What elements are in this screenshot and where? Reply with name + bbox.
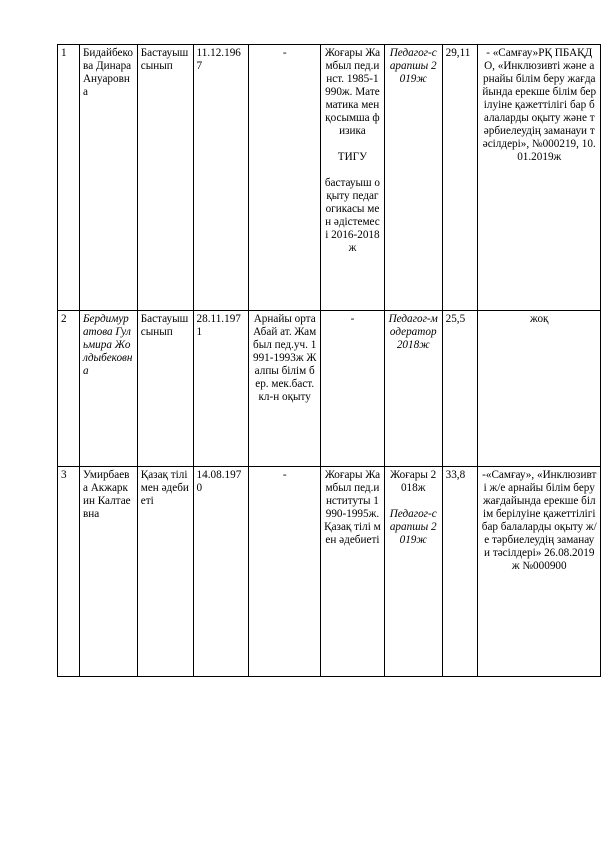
table-row	[58, 45, 601, 311]
birth-date: 28.11.1971	[193, 311, 249, 467]
higher-education-extra-spec: бастауыш оқыту педагогикасы мен әдістемесі 2016-2018ж	[324, 177, 381, 254]
higher-education	[321, 45, 385, 311]
secondary-education: Арнайы орта Абай ат. Жамбыл пед.уч. 1991-1993ж Жалпы білім бер. мек.баст. кл-н оқыту	[249, 311, 321, 467]
higher-education: Жоғары Жамбыл пед.институты 1990-1995ж. Қазақ тілі мен әдебиеті	[321, 467, 385, 677]
row-number: 2	[58, 311, 80, 467]
qualification-category: Педагог-сарапшы 2019ж	[384, 45, 442, 311]
subject: Қазақ тілі мен әдебиеті	[137, 467, 193, 677]
table-row	[58, 311, 601, 467]
teacher-name: Бидайбековa Динара Ануаровна	[79, 45, 137, 311]
row-number: 1	[58, 45, 80, 311]
courses: - «Самғау»РҚ ПБАҚДО, «Инклюзивті және арнайы білім беру жағдайында ерекше білім берілуіне қажеттілігі бар балаларды оқыту және тәрбиелеудің заманауи тәсілдері», №000219, 10.01.2019ж	[478, 45, 601, 311]
higher-education: -	[321, 311, 385, 467]
table-row	[58, 467, 601, 677]
work-experience: 29,11	[442, 45, 478, 311]
qualification-category: Педагог-модератор 2018ж	[384, 311, 442, 467]
category-expert: Педагог-сарапшы 2019ж	[389, 508, 437, 546]
birth-date: 14.08.1970	[193, 467, 249, 677]
category-plain: Жоғары 2018ж	[390, 469, 437, 494]
higher-education-extra-org: ТИГУ	[337, 151, 368, 163]
qualification-category	[384, 467, 442, 677]
teacher-name: Бердимуратова Гульмира Жолдыбековна	[79, 311, 137, 467]
secondary-education: -	[249, 467, 321, 677]
higher-education-main: Жоғары Жамбыл пед.инст. 1985-1990ж. Математика мен қосымша физика	[324, 47, 381, 137]
subject: Бастауыш сынып	[137, 311, 193, 467]
courses: -«Самғау», «Инклюзивті ж/е арнайы білім беру жағдайында ерекше білім берілуіне қажеттілігі бар балаларды оқыту ж/е тәрбиелеудің заманауи тәсілдері» 26.08.2019ж №000900	[478, 467, 601, 677]
work-experience: 33,8	[442, 467, 478, 677]
courses: жоқ	[478, 311, 601, 467]
teacher-name: Умирбаева Акжаркин Калтаевна	[79, 467, 137, 677]
row-number: 3	[58, 467, 80, 677]
staff-table	[57, 44, 601, 677]
birth-date: 11.12.1967	[193, 45, 249, 311]
secondary-education: -	[249, 45, 321, 311]
subject: Бастауыш сынып	[137, 45, 193, 311]
work-experience: 25,5	[442, 311, 478, 467]
